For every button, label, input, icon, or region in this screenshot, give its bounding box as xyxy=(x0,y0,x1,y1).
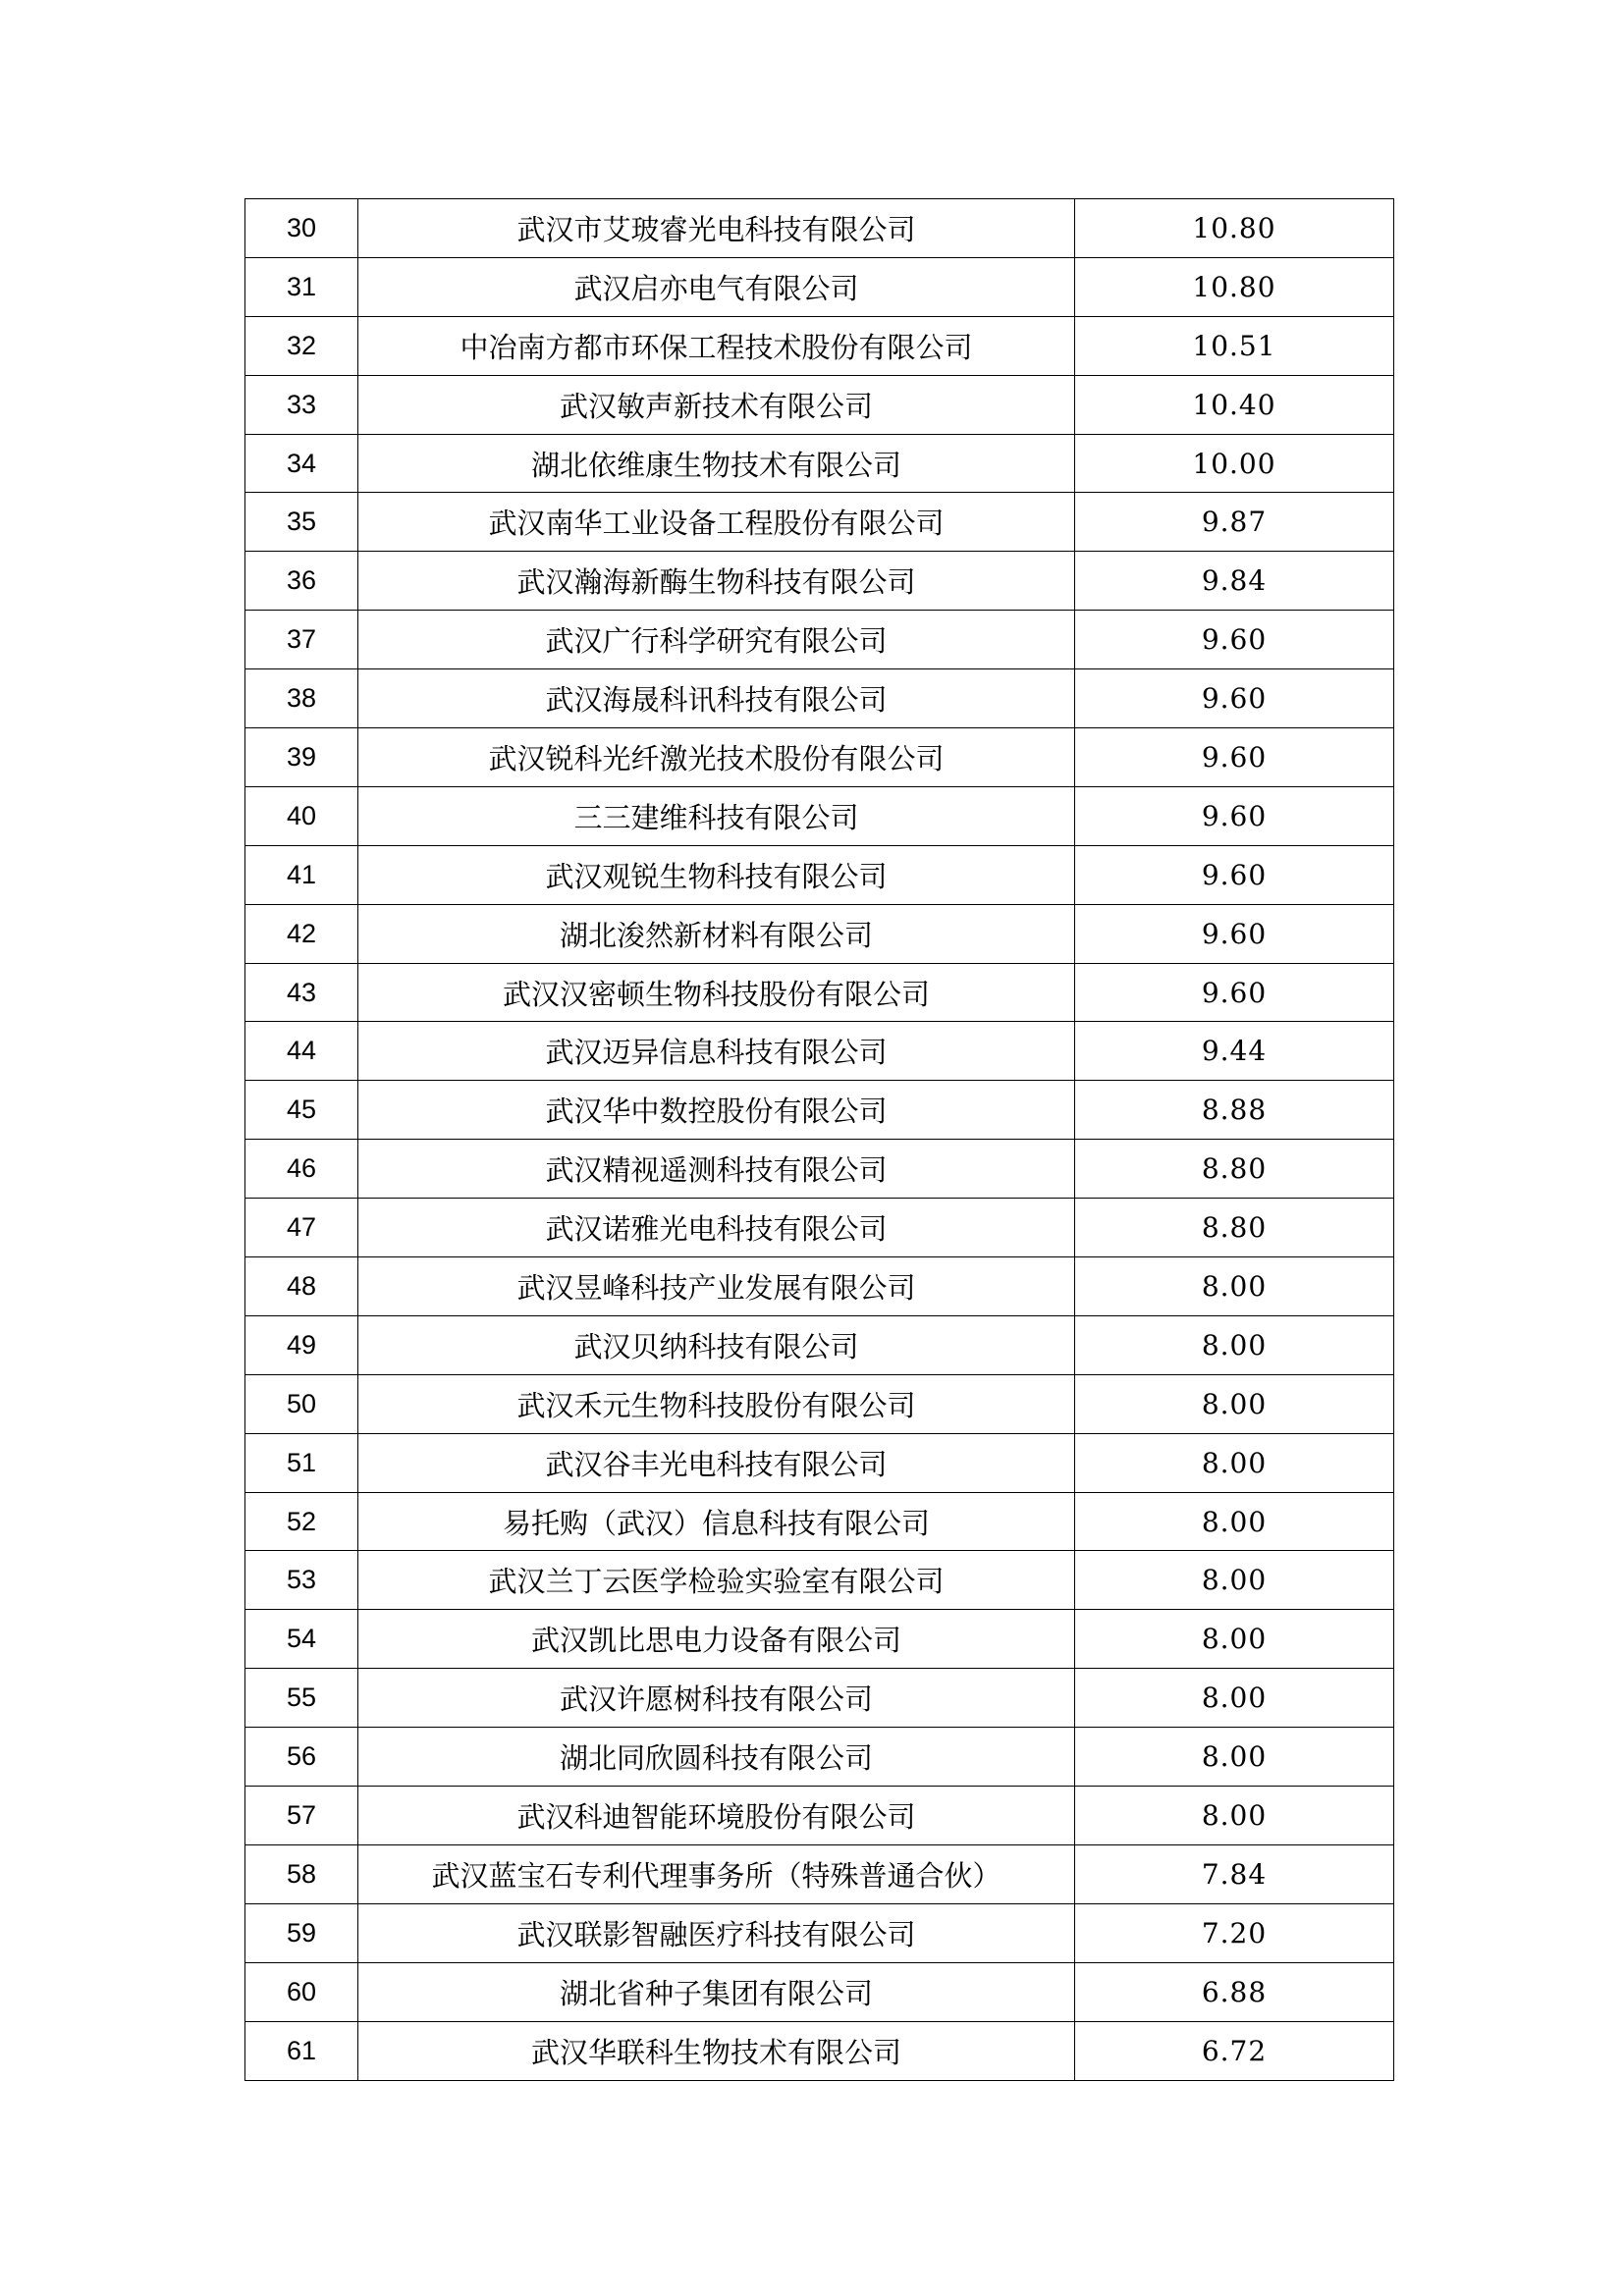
row-number-cell: 36 xyxy=(245,552,358,611)
table-row xyxy=(245,1199,1394,1257)
company-name-cell: 武汉锐科光纤激光技术股份有限公司 xyxy=(358,728,1075,787)
company-name-cell: 武汉迈异信息科技有限公司 xyxy=(358,1022,1075,1081)
amount-cell: 7.20 xyxy=(1075,1903,1394,1962)
amount-cell: 7.84 xyxy=(1075,1844,1394,1903)
company-name-cell: 武汉汉密顿生物科技股份有限公司 xyxy=(358,963,1075,1022)
row-number-cell: 39 xyxy=(245,728,358,787)
table-row xyxy=(245,1962,1394,2021)
row-number-cell: 58 xyxy=(245,1844,358,1903)
row-number-cell: 46 xyxy=(245,1140,358,1199)
table-row xyxy=(245,1374,1394,1433)
amount-cell: 10.51 xyxy=(1075,316,1394,375)
amount-cell: 8.00 xyxy=(1075,1551,1394,1610)
table-row xyxy=(245,1669,1394,1728)
row-number-cell: 33 xyxy=(245,375,358,434)
row-number-cell: 32 xyxy=(245,316,358,375)
row-number-cell: 55 xyxy=(245,1669,358,1728)
company-name-cell: 武汉贝纳科技有限公司 xyxy=(358,1315,1075,1374)
row-number-cell: 59 xyxy=(245,1903,358,1962)
company-name-cell: 武汉凯比思电力设备有限公司 xyxy=(358,1610,1075,1669)
company-name-cell: 武汉瀚海新酶生物科技有限公司 xyxy=(358,552,1075,611)
amount-cell: 9.60 xyxy=(1075,845,1394,904)
amount-cell: 9.87 xyxy=(1075,493,1394,552)
table-row xyxy=(245,316,1394,375)
table-body xyxy=(245,199,1394,2081)
amount-cell: 8.00 xyxy=(1075,1374,1394,1433)
amount-cell: 6.72 xyxy=(1075,2021,1394,2080)
amount-cell: 9.60 xyxy=(1075,728,1394,787)
table-row xyxy=(245,963,1394,1022)
amount-cell: 9.60 xyxy=(1075,963,1394,1022)
amount-cell: 10.80 xyxy=(1075,199,1394,258)
amount-cell: 8.00 xyxy=(1075,1492,1394,1551)
table-row xyxy=(245,1140,1394,1199)
amount-cell: 9.60 xyxy=(1075,904,1394,963)
row-number-cell: 45 xyxy=(245,1081,358,1140)
company-name-cell: 易托购（武汉）信息科技有限公司 xyxy=(358,1492,1075,1551)
amount-cell: 8.00 xyxy=(1075,1669,1394,1728)
amount-cell: 9.60 xyxy=(1075,611,1394,669)
company-name-cell: 武汉精视遥测科技有限公司 xyxy=(358,1140,1075,1199)
row-number-cell: 37 xyxy=(245,611,358,669)
amount-cell: 8.00 xyxy=(1075,1610,1394,1669)
table-row xyxy=(245,434,1394,493)
row-number-cell: 57 xyxy=(245,1787,358,1845)
row-number-cell: 50 xyxy=(245,1374,358,1433)
row-number-cell: 40 xyxy=(245,786,358,845)
company-name-cell: 中冶南方都市环保工程技术股份有限公司 xyxy=(358,316,1075,375)
row-number-cell: 31 xyxy=(245,257,358,316)
company-name-cell: 武汉昱峰科技产业发展有限公司 xyxy=(358,1257,1075,1316)
row-number-cell: 30 xyxy=(245,199,358,258)
amount-cell: 10.80 xyxy=(1075,257,1394,316)
table-row xyxy=(245,1728,1394,1787)
table-row xyxy=(245,552,1394,611)
table-row xyxy=(245,1492,1394,1551)
amount-cell: 10.00 xyxy=(1075,434,1394,493)
table-row xyxy=(245,1844,1394,1903)
table-row xyxy=(245,1551,1394,1610)
table-row xyxy=(245,611,1394,669)
row-number-cell: 61 xyxy=(245,2021,358,2080)
table-row xyxy=(245,904,1394,963)
company-name-cell: 武汉华中数控股份有限公司 xyxy=(358,1081,1075,1140)
table-row xyxy=(245,1081,1394,1140)
amount-cell: 9.84 xyxy=(1075,552,1394,611)
amount-cell: 9.60 xyxy=(1075,669,1394,728)
company-name-cell: 湖北省种子集团有限公司 xyxy=(358,1962,1075,2021)
row-number-cell: 48 xyxy=(245,1257,358,1316)
row-number-cell: 60 xyxy=(245,1962,358,2021)
table-row xyxy=(245,1315,1394,1374)
row-number-cell: 53 xyxy=(245,1551,358,1610)
company-name-cell: 武汉诺雅光电科技有限公司 xyxy=(358,1199,1075,1257)
amount-cell: 8.00 xyxy=(1075,1787,1394,1845)
amount-cell: 8.00 xyxy=(1075,1257,1394,1316)
company-name-cell: 武汉联影智融医疗科技有限公司 xyxy=(358,1903,1075,1962)
company-name-cell: 武汉禾元生物科技股份有限公司 xyxy=(358,1374,1075,1433)
company-name-cell: 武汉蓝宝石专利代理事务所（特殊普通合伙） xyxy=(358,1844,1075,1903)
table-row xyxy=(245,1610,1394,1669)
company-amount-table xyxy=(244,198,1394,2081)
amount-cell: 9.60 xyxy=(1075,786,1394,845)
row-number-cell: 43 xyxy=(245,963,358,1022)
company-name-cell: 武汉南华工业设备工程股份有限公司 xyxy=(358,493,1075,552)
row-number-cell: 42 xyxy=(245,904,358,963)
row-number-cell: 35 xyxy=(245,493,358,552)
table-row xyxy=(245,375,1394,434)
row-number-cell: 41 xyxy=(245,845,358,904)
company-name-cell: 武汉广行科学研究有限公司 xyxy=(358,611,1075,669)
amount-cell: 8.80 xyxy=(1075,1199,1394,1257)
amount-cell: 8.00 xyxy=(1075,1433,1394,1492)
table-row xyxy=(245,786,1394,845)
table-row xyxy=(245,1257,1394,1316)
table-row xyxy=(245,493,1394,552)
table-row xyxy=(245,1022,1394,1081)
table-row xyxy=(245,845,1394,904)
company-name-cell: 湖北浚然新材料有限公司 xyxy=(358,904,1075,963)
amount-cell: 8.00 xyxy=(1075,1728,1394,1787)
company-name-cell: 湖北依维康生物技术有限公司 xyxy=(358,434,1075,493)
amount-cell: 8.80 xyxy=(1075,1140,1394,1199)
row-number-cell: 44 xyxy=(245,1022,358,1081)
company-name-cell: 武汉市艾玻睿光电科技有限公司 xyxy=(358,199,1075,258)
company-name-cell: 武汉启亦电气有限公司 xyxy=(358,257,1075,316)
table-row xyxy=(245,1787,1394,1845)
company-name-cell: 湖北同欣圆科技有限公司 xyxy=(358,1728,1075,1787)
table-row xyxy=(245,1903,1394,1962)
table-row xyxy=(245,1433,1394,1492)
row-number-cell: 54 xyxy=(245,1610,358,1669)
table-row xyxy=(245,728,1394,787)
table-row xyxy=(245,199,1394,258)
row-number-cell: 52 xyxy=(245,1492,358,1551)
amount-cell: 8.88 xyxy=(1075,1081,1394,1140)
row-number-cell: 51 xyxy=(245,1433,358,1492)
table-row xyxy=(245,257,1394,316)
amount-cell: 10.40 xyxy=(1075,375,1394,434)
row-number-cell: 49 xyxy=(245,1315,358,1374)
amount-cell: 6.88 xyxy=(1075,1962,1394,2021)
company-name-cell: 武汉谷丰光电科技有限公司 xyxy=(358,1433,1075,1492)
company-name-cell: 武汉华联科生物技术有限公司 xyxy=(358,2021,1075,2080)
company-name-cell: 武汉兰丁云医学检验实验室有限公司 xyxy=(358,1551,1075,1610)
row-number-cell: 34 xyxy=(245,434,358,493)
amount-cell: 8.00 xyxy=(1075,1315,1394,1374)
company-name-cell: 武汉海晟科讯科技有限公司 xyxy=(358,669,1075,728)
row-number-cell: 47 xyxy=(245,1199,358,1257)
company-name-cell: 武汉敏声新技术有限公司 xyxy=(358,375,1075,434)
company-name-cell: 武汉观锐生物科技有限公司 xyxy=(358,845,1075,904)
company-name-cell: 武汉科迪智能环境股份有限公司 xyxy=(358,1787,1075,1845)
row-number-cell: 38 xyxy=(245,669,358,728)
table-row xyxy=(245,669,1394,728)
company-name-cell: 武汉许愿树科技有限公司 xyxy=(358,1669,1075,1728)
amount-cell: 9.44 xyxy=(1075,1022,1394,1081)
row-number-cell: 56 xyxy=(245,1728,358,1787)
table-row xyxy=(245,2021,1394,2080)
company-name-cell: 三三建维科技有限公司 xyxy=(358,786,1075,845)
